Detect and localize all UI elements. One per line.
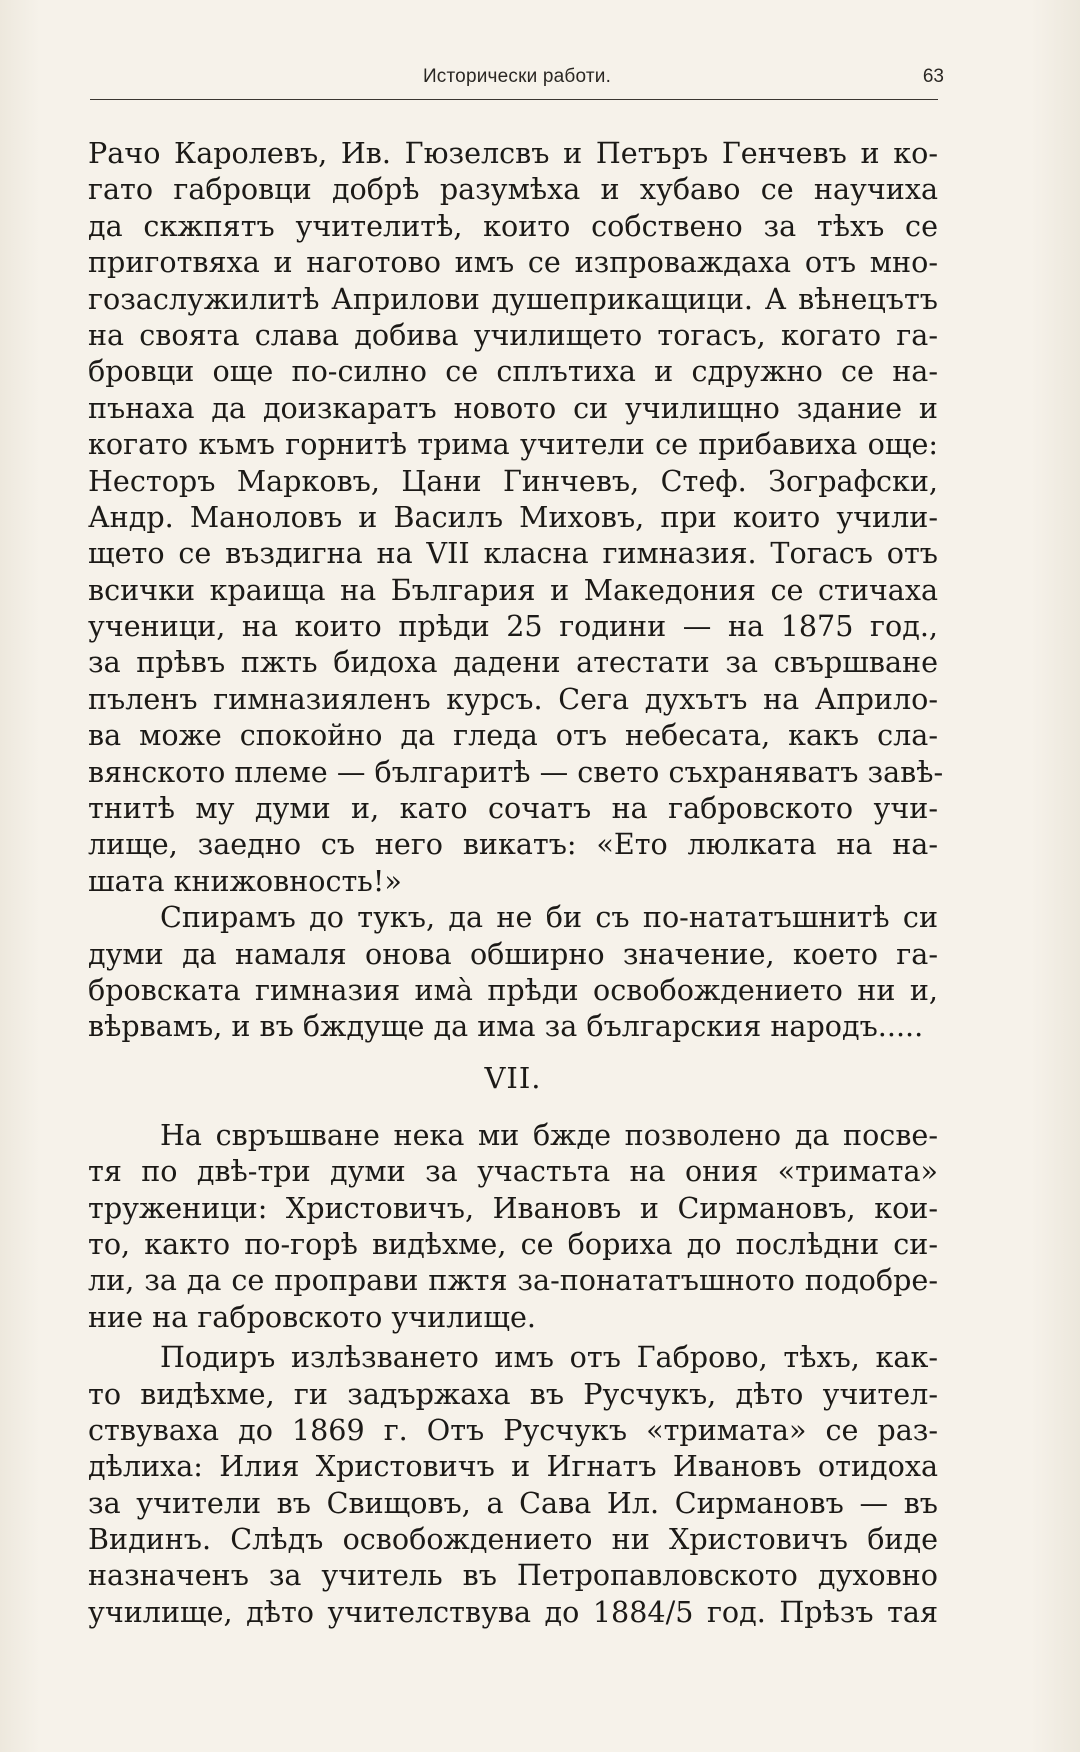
text-line: дѣлиха: Илия Христовичъ и Игнатъ Ивановъ отидоха (88, 1449, 938, 1484)
text-line: пънаха да доизкаратъ новото си училищно здание и (88, 390, 938, 425)
section-heading: VII. (484, 1060, 542, 1095)
page-number: 63 (922, 66, 944, 87)
text-line: то видѣхме, ги задържаха въ Русчукъ, дѣто учител- (88, 1376, 938, 1411)
text-line: щето се въздигна на VII класна гимназия. Тогасъ отъ (88, 536, 938, 571)
text-line: гато габровци добрѣ разумѣха и хубаво се научиха (88, 172, 938, 207)
text-line: шата книжовность!» (88, 863, 402, 898)
body-text (88, 135, 944, 1630)
text-line: ва може спокойно да гледа отъ небесата, какъ сла- (88, 718, 938, 753)
running-header (92, 62, 942, 96)
text-line: бровската гимназия имà прѣди освобождението ни и, (88, 972, 938, 1007)
text-line: бровци още по-силно се сплътиха и сдружно се на- (88, 354, 938, 389)
text-line: приготвяха и наготово имъ се изпроваждаха отъ мно- (88, 245, 938, 280)
paragraph-4 (88, 1339, 938, 1630)
text-line: тнитѣ му думи и, като сочатъ на габровското учи- (88, 791, 938, 826)
paragraph-3 (88, 1117, 938, 1335)
text-line: ученици, на които прѣди 25 години — на 1875 год., (88, 609, 938, 644)
text-line: за прѣвъ пжть бидоха дадени атестати за свършване (88, 645, 938, 680)
text-line: вѣрвамъ, и въ бждуще да има за българския народъ..... (88, 1009, 924, 1044)
text-line: Несторъ Марковъ, Цани Гинчевъ, Стеф. Зографски, (88, 463, 938, 498)
running-title: Исторически работи. (422, 66, 612, 87)
text-line: труженици: Христовичъ, Ивановъ и Сирмановъ, кои- (88, 1190, 938, 1225)
text-line: Подиръ излѣзването имъ отъ Габрово, тѣхъ, как- (160, 1340, 938, 1375)
text-line: да скжпятъ учителитѣ, които собствено за тѣхъ се (88, 208, 938, 243)
text-line: на своята слава добива училището тогасъ, когато га- (88, 317, 938, 352)
text-line: ствуваха до 1869 г. Отъ Русчукъ «тримата» се раз- (88, 1412, 938, 1447)
text-line: думи да намаля онова обширно значение, което га- (88, 936, 938, 971)
text-line: за учители въ Свищовъ, а Сава Ил. Сирмановъ — въ (88, 1485, 938, 1520)
text-line: ние на габровското училище. (88, 1299, 537, 1334)
text-line: Видинъ. Слѣдъ освобождението ни Христовичъ биде (88, 1522, 938, 1557)
text-line: училище, дѣто учителствува до 1884/5 год. Прѣзъ тая (88, 1594, 938, 1629)
text-line: Рачо Каролевъ, Ив. Гюзелсвъ и Петъръ Генчевъ и ко- (88, 136, 938, 170)
header-rule (90, 99, 938, 100)
text-line: всички краища на България и Македония се стичаха (88, 572, 938, 607)
text-line: назначенъ за учитель въ Петропавловското духовно (88, 1558, 938, 1593)
text-line: тя по двѣ-три думи за участьта на ония «тримата» (88, 1154, 938, 1189)
text-line: гозаслужилитѣ Априлови душеприкащици. А вѣнецътъ (88, 281, 938, 316)
text-line: вянското племе — българитѣ — свето съхраняватъ завѣ- (88, 754, 944, 789)
text-line: Спирамъ до тукъ, да не би съ по-нататъшнитѣ си (160, 900, 938, 935)
text-line: Андр. Маноловъ и Василъ Миховъ, при които учили- (88, 499, 938, 534)
text-line: когато къмъ горнитѣ трима учители се прибавиха още: (88, 427, 938, 462)
text-line: то, както по-горѣ видѣхме, се бориха до послѣдни си- (88, 1226, 938, 1261)
text-line: пъленъ гимназияленъ курсъ. Сега духътъ на Априло- (88, 681, 938, 716)
text-line: лище, заедно съ него викатъ: «Ето люлката на на- (88, 827, 938, 862)
text-line: На свръшване нека ми бжде позволено да посве- (160, 1117, 938, 1152)
paragraph-2 (88, 899, 938, 1045)
text-line: ли, за да се проправи пжтя за-понататъшното подобре- (88, 1263, 938, 1298)
paragraph-1 (88, 135, 944, 899)
